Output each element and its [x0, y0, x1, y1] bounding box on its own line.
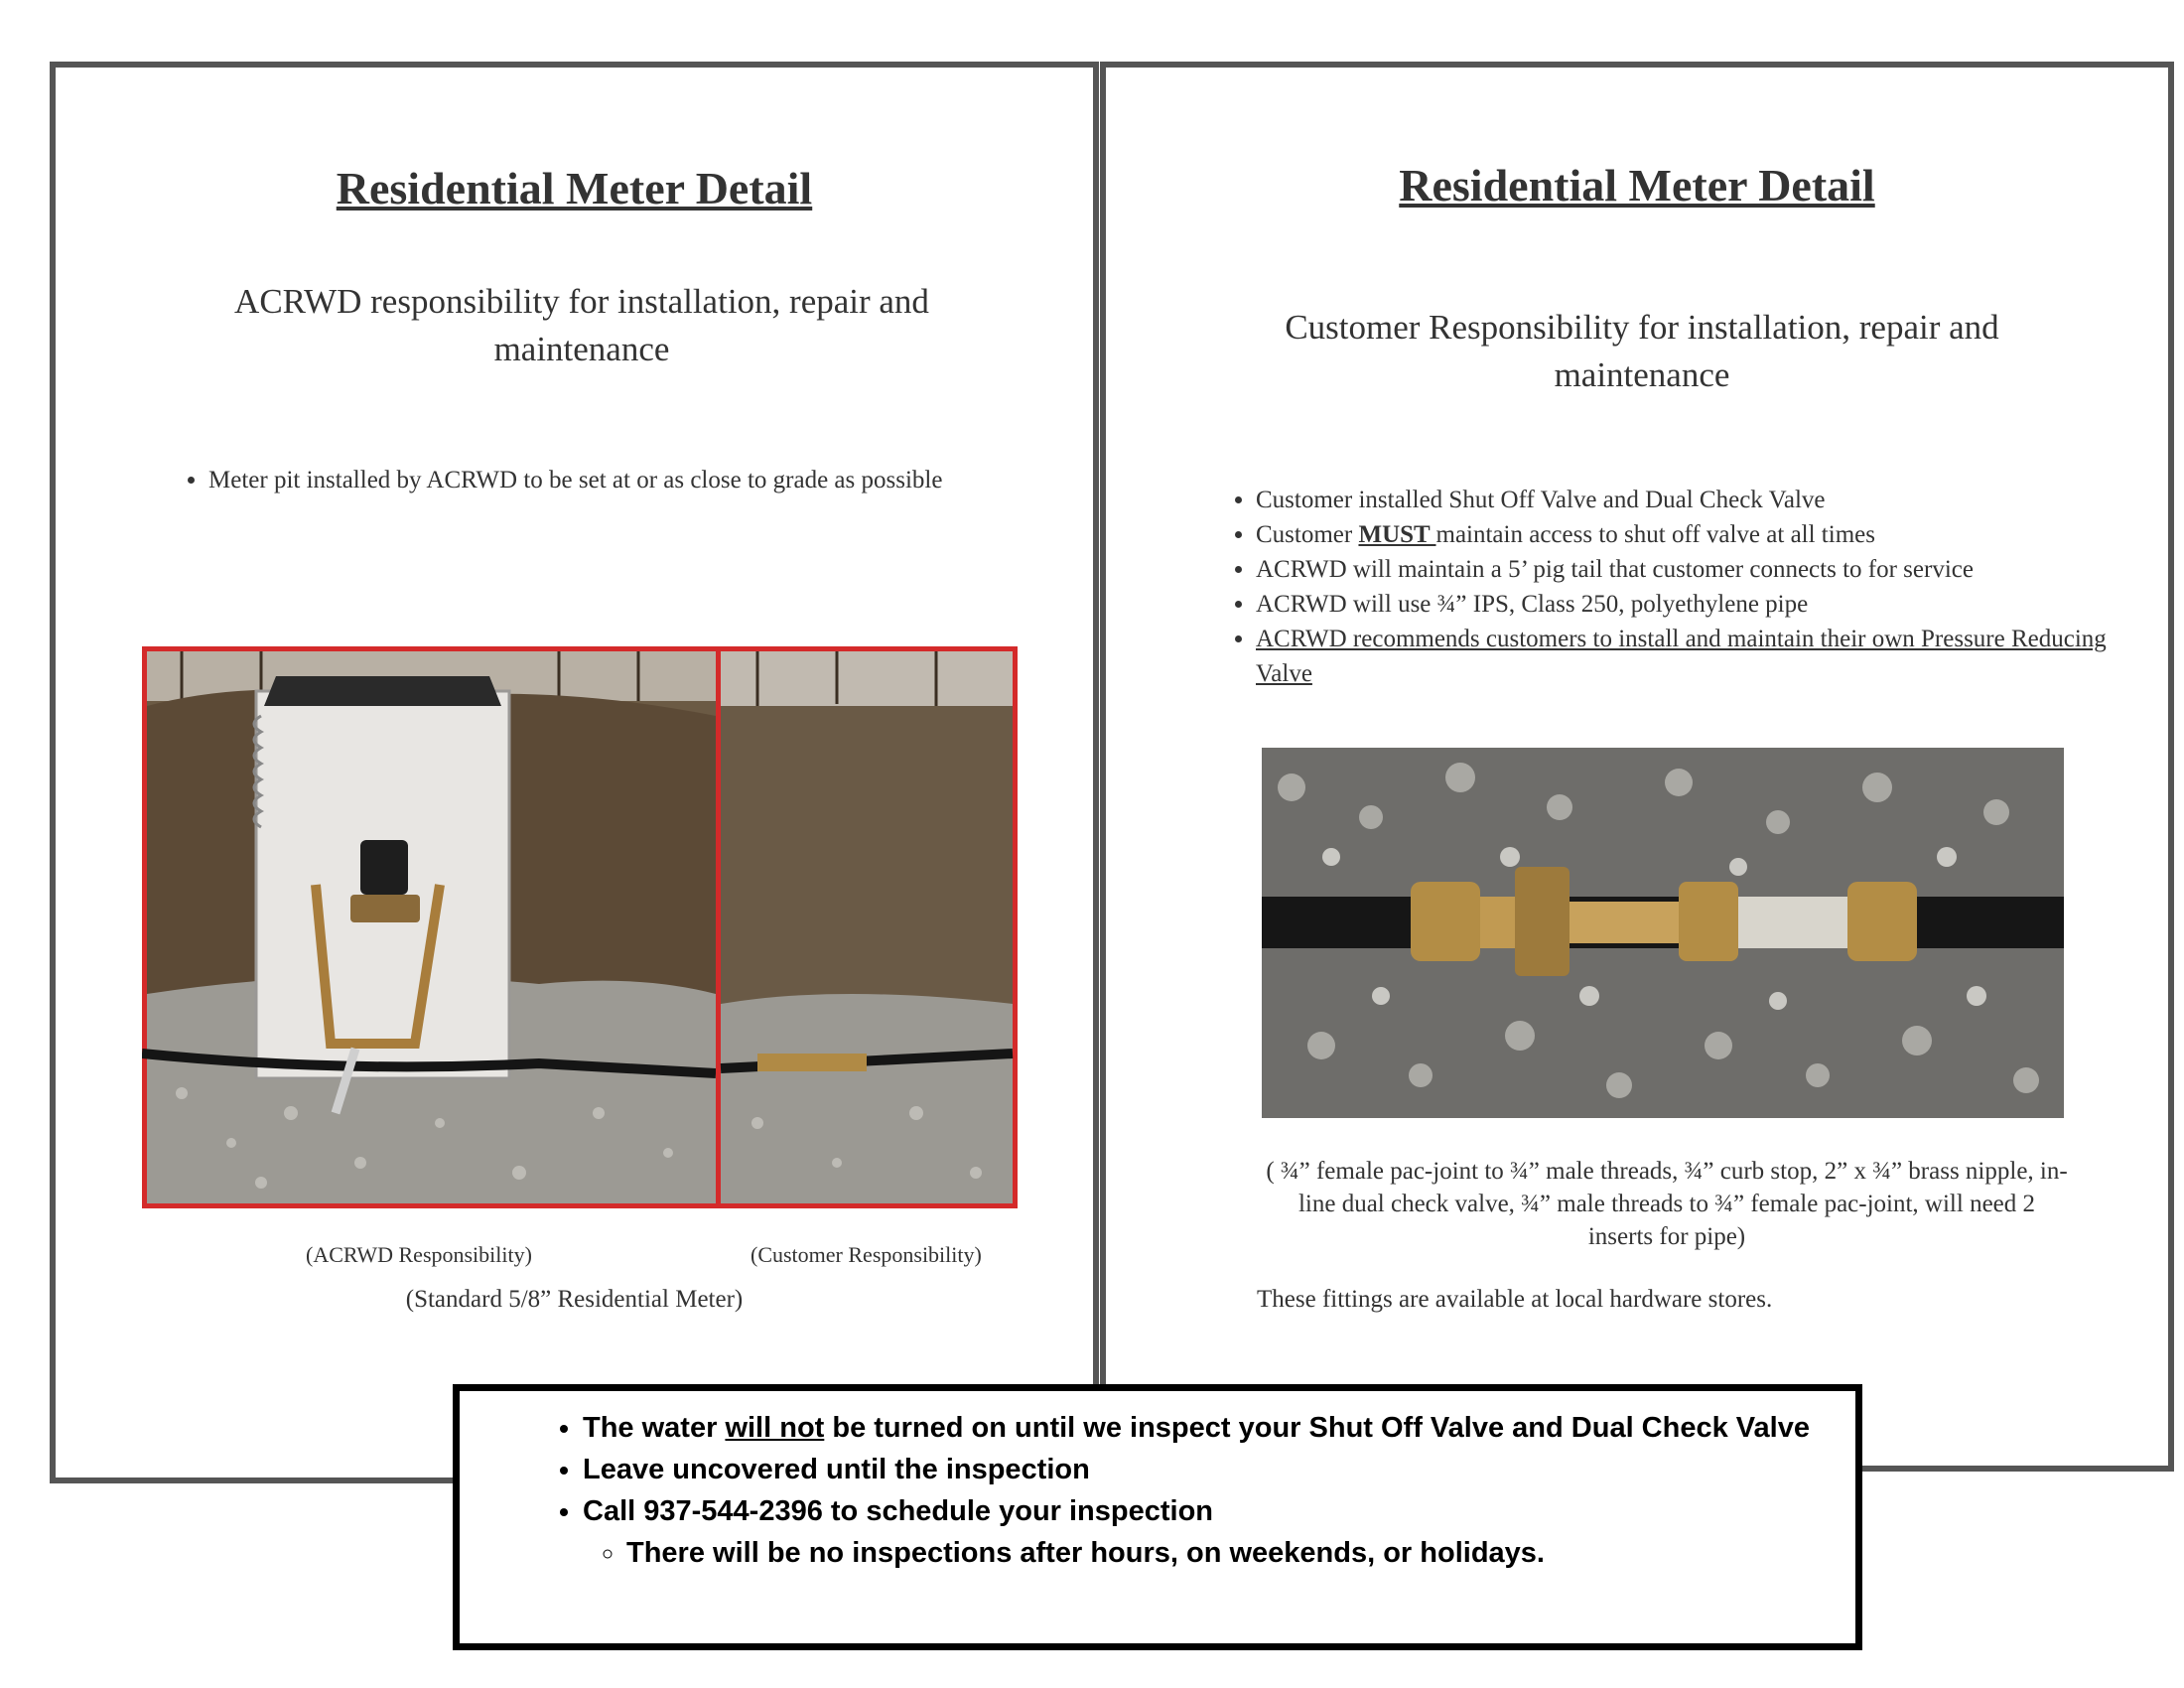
must-emphasis: MUST [1358, 521, 1436, 548]
left-bullet-list [173, 463, 1102, 497]
left-page [50, 62, 1099, 1483]
right-bullet-1: • Customer installed Shut Off Valve and Dual Check Valve [1256, 483, 2110, 517]
right-page [1100, 62, 2174, 1472]
fittings-photo [1262, 748, 2064, 1118]
meter-pit-illustration [142, 646, 1018, 1208]
meter-pit-photo [142, 646, 1018, 1208]
caption-acrwd: (ACRWD Responsibility) [306, 1242, 532, 1267]
left-title: Residential Meter Detail [336, 163, 813, 213]
caption-customer: (Customer Responsibility) [751, 1242, 982, 1267]
fittings-note: ( ¾” female pac-joint to ¾” male threads, ¾” curb stop, 2” x ¾” brass nipple, in-line dual check valve, ¾” male threads to ¾” female pac-joint, will need 2 inserts for pipe) [1266, 1158, 2068, 1250]
notice-line-1: • The water will not be turned on until we inspect your Shut Off Valve and Dual Check Valve [583, 1407, 1810, 1449]
left-bullet-1: • Meter pit installed by ACRWD to be set at or as close to grade as possible [208, 463, 1102, 497]
right-title: Residential Meter Detail [1399, 160, 1875, 211]
right-bullet-4: • ACRWD will use ¾” IPS, Class 250, polyethylene pipe [1256, 587, 2110, 622]
notice-line-3: • Call 937-544-2396 to schedule your inspection ◦ There will be no inspections after hours, on weekends, or holidays. [583, 1490, 1810, 1574]
right-bullet-2: • Customer MUST maintain access to shut off valve at all times [1256, 517, 2110, 552]
inspection-notice [453, 1384, 1862, 1650]
availability-note: These fittings are available at local hardware stores. [1257, 1286, 1773, 1313]
notice-line-2: • Leave uncovered until the inspection [583, 1449, 1810, 1490]
right-bullet-5: • ACRWD recommends customers to install and maintain their own Pressure Reducing Valve [1256, 622, 2110, 691]
right-bullet-3: • ACRWD will maintain a 5’ pig tail that customer connects to for service [1256, 552, 2110, 587]
notice-sublist [583, 1532, 1810, 1574]
notice-list [523, 1407, 1810, 1574]
fittings-illustration [1262, 748, 2064, 1118]
caption-standard-meter: (Standard 5/8” Residential Meter) [405, 1286, 744, 1313]
notice-line-3-sub: ◦ There will be no inspections after hours, on weekends, or holidays. [626, 1532, 1810, 1574]
right-subtitle: Customer Responsibility for installation, repair and maintenance [1285, 308, 1999, 394]
right-bullet-list [1220, 483, 2110, 691]
left-subtitle: ACRWD responsibility for installation, repair and maintenance [234, 282, 929, 368]
